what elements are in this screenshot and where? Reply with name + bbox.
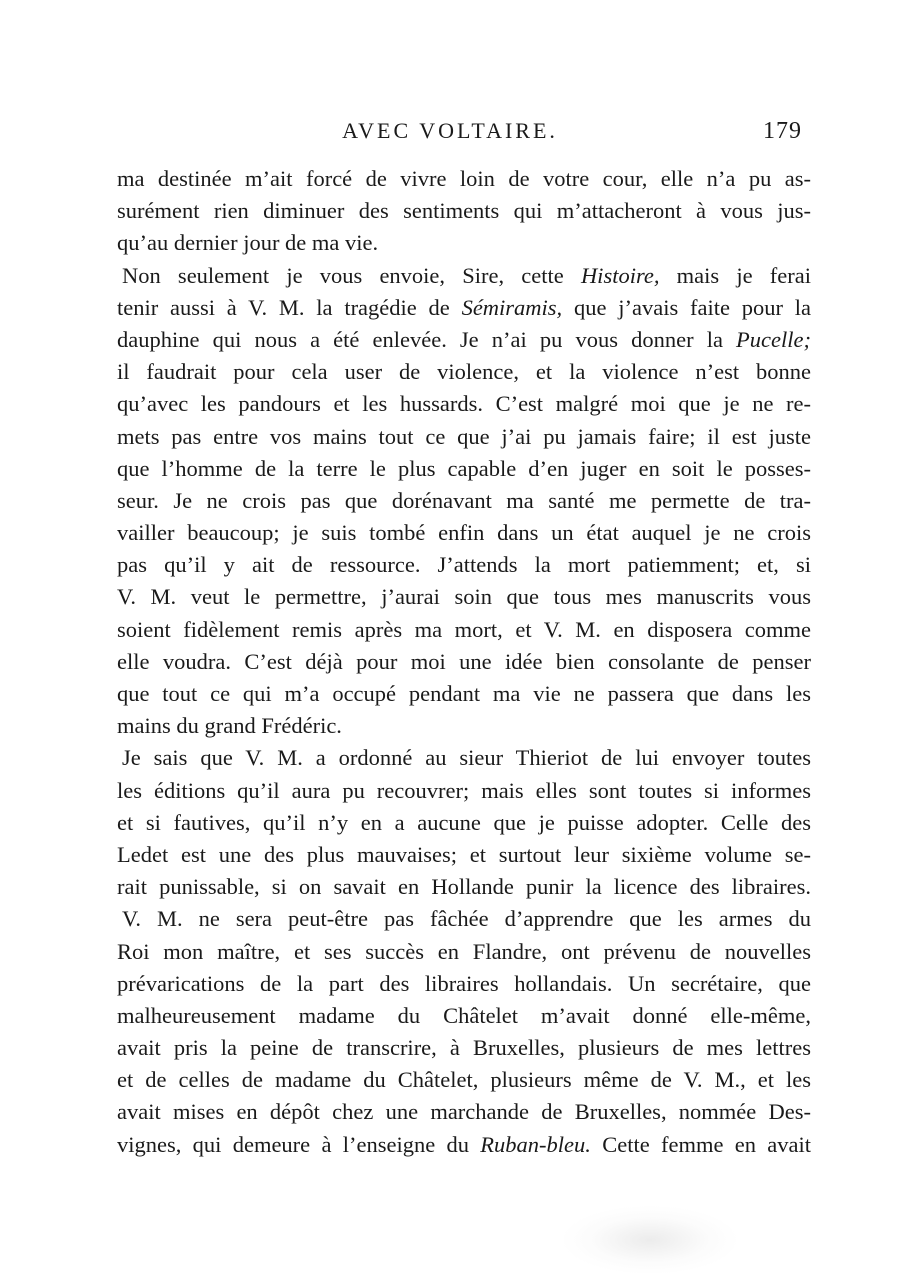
text-line: vignes, qui demeure à l’enseigne du Ruban-bleu. Cette femme en avait — [117, 1131, 811, 1157]
text-line: rait punissable, si on savait en Hollande punir la licence des libraires. — [117, 874, 811, 900]
text-line: que l’homme de la terre le plus capable d’en juger en soit le posses- — [117, 455, 811, 481]
text-line: qu’avec les pandours et les hussards. C’est malgré moi que je ne re- — [117, 391, 811, 417]
text-line: malheureusement madame du Châtelet m’avait donné elle-même, — [117, 1002, 811, 1028]
text-line: les éditions qu’il aura pu recouvrer; mais elles sont toutes si informes — [117, 777, 811, 803]
text-line: avait mises en dépôt chez une marchande de Bruxelles, nommée Des- — [117, 1099, 811, 1125]
text-line: que tout ce qui m’a occupé pendant ma vie ne passera que dans les — [117, 681, 811, 706]
page-number: 179 — [763, 118, 802, 144]
text-line: dauphine qui nous a été enlevée. Je n’ai pu vous donner la Pucelle; — [117, 326, 811, 352]
text-line: V. M. veut le permettre, j’aurai soin que tous mes manuscrits vous — [117, 584, 811, 610]
text-line: et de celles de madame du Châtelet, plusieurs même de V. M., et les — [117, 1067, 811, 1093]
text-line: prévarications de la part des libraires hollandais. Un secrétaire, que — [117, 970, 811, 996]
page-header — [0, 118, 900, 150]
text-line: tenir aussi à V. M. la tragédie de Sémiramis, que j’avais faite pour la — [117, 294, 811, 320]
text-line: seur. Je ne crois pas que dorénavant ma santé me permette de tra- — [117, 487, 811, 513]
text-line: V. M. ne sera peut-être pas fâchée d’apprendre que les armes du — [122, 906, 811, 932]
text-line: elle voudra. C’est déjà pour moi une idée bien consolante de penser — [117, 648, 811, 674]
running-head: AVEC VOLTAIRE. — [342, 118, 558, 143]
text-line: avait pris la peine de transcrire, à Bruxelles, plusieurs de mes lettres — [117, 1035, 811, 1061]
text-line: mains du grand Frédéric. — [117, 713, 342, 739]
text-line: surément rien diminuer des sentiments qui m’attacheront à vous jus- — [117, 198, 811, 224]
text-line: Je sais que V. M. a ordonné au sieur Thieriot de lui envoyer toutes — [122, 745, 811, 771]
text-line: soient fidèlement remis après ma mort, et V. M. en disposera comme — [117, 616, 811, 642]
text-line: vailler beaucoup; je suis tombé enfin dans un état auquel je ne crois — [117, 520, 811, 546]
text-line: et si fautives, qu’il n’y en a aucune que je puisse adopter. Celle des — [117, 809, 811, 835]
text-line: il faudrait pour cela user de violence, et la violence n’est bonne — [117, 359, 811, 385]
text-line: pas qu’il y ait de ressource. J’attends la mort patiemment; et, si — [117, 552, 811, 578]
text-line: qu’au dernier jour de ma vie. — [117, 230, 379, 256]
body-text — [117, 163, 811, 1161]
text-line: ma destinée m’ait forcé de vivre loin de votre cour, elle n’a pu as- — [117, 166, 811, 191]
text-line: Roi mon maître, et ses succès en Flandre, ont prévenu de nouvelles — [117, 938, 811, 964]
text-line: mets pas entre vos mains tout ce que j’ai pu jamais faire; il est juste — [117, 423, 811, 449]
paper-smudge — [560, 1205, 740, 1275]
text-line: Non seulement je vous envoie, Sire, cette Histoire, mais je ferai — [122, 262, 811, 288]
text-line: Ledet est une des plus mauvaises; et surtout leur sixième volume se- — [117, 841, 811, 867]
